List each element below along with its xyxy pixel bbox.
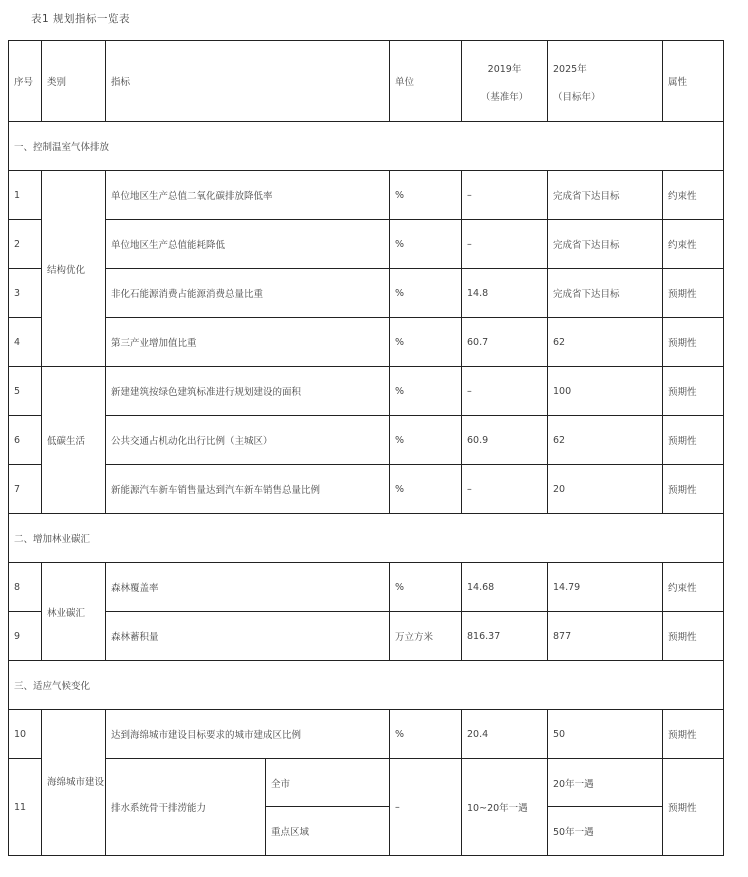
planning-indicators-table (8, 40, 724, 856)
row-2025: 完成省下达目标 (548, 220, 663, 269)
section-row (9, 122, 724, 171)
table-row (9, 171, 724, 220)
table-row (9, 710, 724, 759)
row-indicator: 新能源汽车新车销售量达到汽车新车销售总量比例 (106, 465, 390, 514)
row-no: 6 (9, 416, 42, 465)
row-2019: – (462, 171, 548, 220)
row-indicator: 森林覆盖率 (106, 563, 390, 612)
section-title: 二、增加林业碳汇 (9, 514, 724, 563)
row-unit: 万立方米 (390, 612, 462, 661)
row-sub-area: 全市 (266, 759, 390, 807)
section-row (9, 661, 724, 710)
row-2025: 20年一遇 (548, 759, 663, 807)
row-indicator: 排水系统骨干排涝能力 (106, 759, 266, 856)
row-attr: 约束性 (663, 220, 724, 269)
header-2025-note: （目标年） (553, 92, 601, 103)
section-row (9, 514, 724, 563)
row-indicator: 非化石能源消费占能源消费总量比重 (106, 269, 390, 318)
row-indicator: 达到海绵城市建设目标要求的城市建成区比例 (106, 710, 390, 759)
row-no: 1 (9, 171, 42, 220)
row-no: 11 (9, 759, 42, 856)
row-no: 5 (9, 367, 42, 416)
row-attr: 约束性 (663, 563, 724, 612)
row-attr: 预期性 (663, 759, 724, 856)
row-sub-area: 重点区域 (266, 807, 390, 856)
row-indicator: 单位地区生产总值能耗降低 (106, 220, 390, 269)
row-attr: 预期性 (663, 318, 724, 367)
row-indicator: 新建建筑按绿色建筑标准进行规划建设的面积 (106, 367, 390, 416)
row-unit: % (390, 710, 462, 759)
table-row (9, 465, 724, 514)
table-row (9, 220, 724, 269)
header-2025-year: 2025年 (553, 64, 587, 75)
category-cell: 林业碳汇 (42, 563, 106, 661)
header-2019-note: （基准年） (480, 92, 529, 103)
header-unit: 单位 (390, 41, 462, 122)
header-no: 序号 (9, 41, 42, 122)
table-row (9, 367, 724, 416)
row-attr: 预期性 (663, 416, 724, 465)
row-no: 9 (9, 612, 42, 661)
row-no: 3 (9, 269, 42, 318)
row-2025: 62 (548, 318, 663, 367)
header-2019-year: 2019年 (487, 64, 522, 75)
row-attr: 预期性 (663, 465, 724, 514)
row-no: 10 (9, 710, 42, 759)
row-indicator: 单位地区生产总值二氧化碳排放降低率 (106, 171, 390, 220)
row-unit: % (390, 416, 462, 465)
row-2019: 14.8 (462, 269, 548, 318)
row-2019: 60.7 (462, 318, 548, 367)
row-2019: 60.9 (462, 416, 548, 465)
row-2019: 10~20年一遇 (462, 759, 548, 856)
row-unit: % (390, 563, 462, 612)
header-2025 (548, 41, 663, 122)
row-2025: 20 (548, 465, 663, 514)
row-unit: % (390, 465, 462, 514)
row-unit: – (390, 759, 462, 856)
row-2025: 50 (548, 710, 663, 759)
row-attr: 约束性 (663, 171, 724, 220)
row-2025: 100 (548, 367, 663, 416)
category-cell: 低碳生活 (42, 367, 106, 514)
header-attr: 属性 (663, 41, 724, 122)
table-row (9, 416, 724, 465)
row-no: 2 (9, 220, 42, 269)
row-unit: % (390, 171, 462, 220)
row-2019: – (462, 465, 548, 514)
category-cell: 海绵城市建设 (42, 710, 106, 856)
row-indicator: 森林蓄积量 (106, 612, 390, 661)
table-row (9, 612, 724, 661)
row-indicator: 公共交通占机动化出行比例（主城区） (106, 416, 390, 465)
row-2019: 816.37 (462, 612, 548, 661)
row-2025: 877 (548, 612, 663, 661)
row-2025: 14.79 (548, 563, 663, 612)
row-attr: 预期性 (663, 710, 724, 759)
row-2019: – (462, 220, 548, 269)
row-2025: 62 (548, 416, 663, 465)
table-caption: 表1 规划指标一览表 (31, 13, 131, 25)
row-unit: % (390, 318, 462, 367)
row-no: 7 (9, 465, 42, 514)
row-2025: 50年一遇 (548, 807, 663, 856)
row-no: 8 (9, 563, 42, 612)
row-unit: % (390, 269, 462, 318)
table-row (9, 563, 724, 612)
row-2019: 14.68 (462, 563, 548, 612)
section-title: 一、控制温室气体排放 (9, 122, 724, 171)
section-title: 三、适应气候变化 (9, 661, 724, 710)
row-attr: 预期性 (663, 612, 724, 661)
row-attr: 预期性 (663, 367, 724, 416)
header-2019 (462, 41, 548, 122)
header-indicator: 指标 (106, 41, 390, 122)
header-category: 类别 (42, 41, 106, 122)
row-2025: 完成省下达目标 (548, 171, 663, 220)
table-row (9, 269, 724, 318)
table-header-row (9, 41, 724, 122)
row-attr: 预期性 (663, 269, 724, 318)
row-2019: – (462, 367, 548, 416)
row-unit: % (390, 220, 462, 269)
table-row (9, 318, 724, 367)
row-2025: 完成省下达目标 (548, 269, 663, 318)
row-unit: % (390, 367, 462, 416)
row-2019: 20.4 (462, 710, 548, 759)
table-row (9, 759, 724, 807)
row-no: 4 (9, 318, 42, 367)
category-cell: 结构优化 (42, 171, 106, 367)
row-indicator: 第三产业增加值比重 (106, 318, 390, 367)
